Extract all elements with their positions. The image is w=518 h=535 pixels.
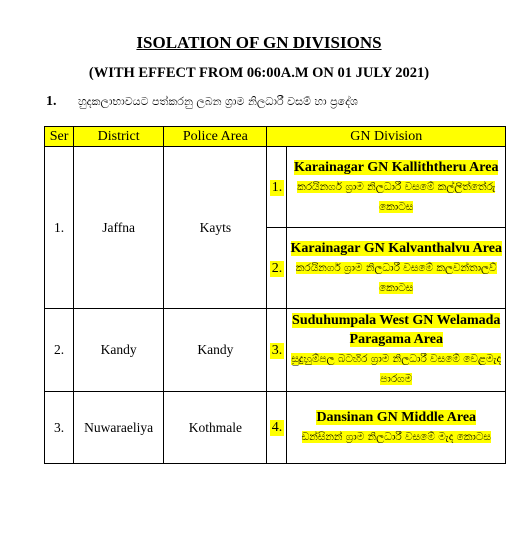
cell-district: Nuwaraeliya <box>74 392 164 464</box>
cell-ser: 2. <box>45 309 74 392</box>
table-header-row <box>45 127 506 147</box>
gn-division-en: Karainagar GN Kalliththeru Area <box>294 159 499 175</box>
header-gn-division: GN Division <box>267 127 506 147</box>
gn-division-table <box>44 126 506 464</box>
gn-division-si: සුදුහුම්පල බටහිර ග්‍රාම නිලධාරී වසමේ වෙළමැද පාරගම <box>291 353 502 385</box>
item-heading: හුදකලාභාවයට පත්කරනු ලබන ග්‍රාම නිලධාරී වසම් හා ප්‍රදේශ <box>78 95 358 108</box>
header-ser: Ser <box>45 127 74 147</box>
cell-gn-division <box>287 309 506 392</box>
division-number: 2. <box>271 260 283 276</box>
gn-division-si: ඩන්සිනන් ග්‍රාම නිලධාරී වසමේ මැද කොටස <box>301 431 491 443</box>
cell-division-number <box>267 392 287 464</box>
gn-division-en: Dansinan GN Middle Area <box>316 410 477 425</box>
gn-division-en: Karainagar GN Kalvanthalvu Area <box>290 240 502 256</box>
cell-ser: 3. <box>45 392 74 464</box>
cell-division-number <box>267 309 287 392</box>
cell-division-number <box>267 147 287 228</box>
cell-gn-division <box>287 147 506 228</box>
header-police-area: Police Area <box>164 127 267 147</box>
cell-district: Kandy <box>74 309 164 392</box>
cell-division-number <box>267 228 287 309</box>
gn-division-si: කරයිනගර් ග්‍රාම නිලධාරී වසමේ කල්ලිත්තේරු කොටස <box>297 180 496 213</box>
table-row <box>45 392 506 464</box>
gn-division-si: කරයිනගර් ග්‍රාම නිලධාරී වසමේ කලවන්තාලව් කොටස <box>295 261 497 294</box>
item-number: 1. <box>46 94 57 109</box>
cell-police-area: Kayts <box>164 147 267 309</box>
cell-gn-division <box>287 228 506 309</box>
table-row <box>45 147 506 228</box>
header-district: District <box>74 127 164 147</box>
division-number: 4. <box>271 420 283 435</box>
cell-district: Jaffna <box>74 147 164 309</box>
document-title: ISOLATION OF GN DIVISIONS <box>136 33 382 52</box>
division-number: 1. <box>271 179 283 195</box>
document-subtitle: (WITH EFFECT FROM 06:00A.M ON 01 JULY 2021) <box>88 65 430 81</box>
table-row <box>45 309 506 392</box>
gn-division-en: Suduhumpala West GN Welamada Paragama Area <box>292 313 501 347</box>
cell-police-area: Kothmale <box>164 392 267 464</box>
division-number: 3. <box>271 342 283 358</box>
cell-police-area: Kandy <box>164 309 267 392</box>
cell-ser: 1. <box>45 147 74 309</box>
cell-gn-division <box>287 392 506 464</box>
